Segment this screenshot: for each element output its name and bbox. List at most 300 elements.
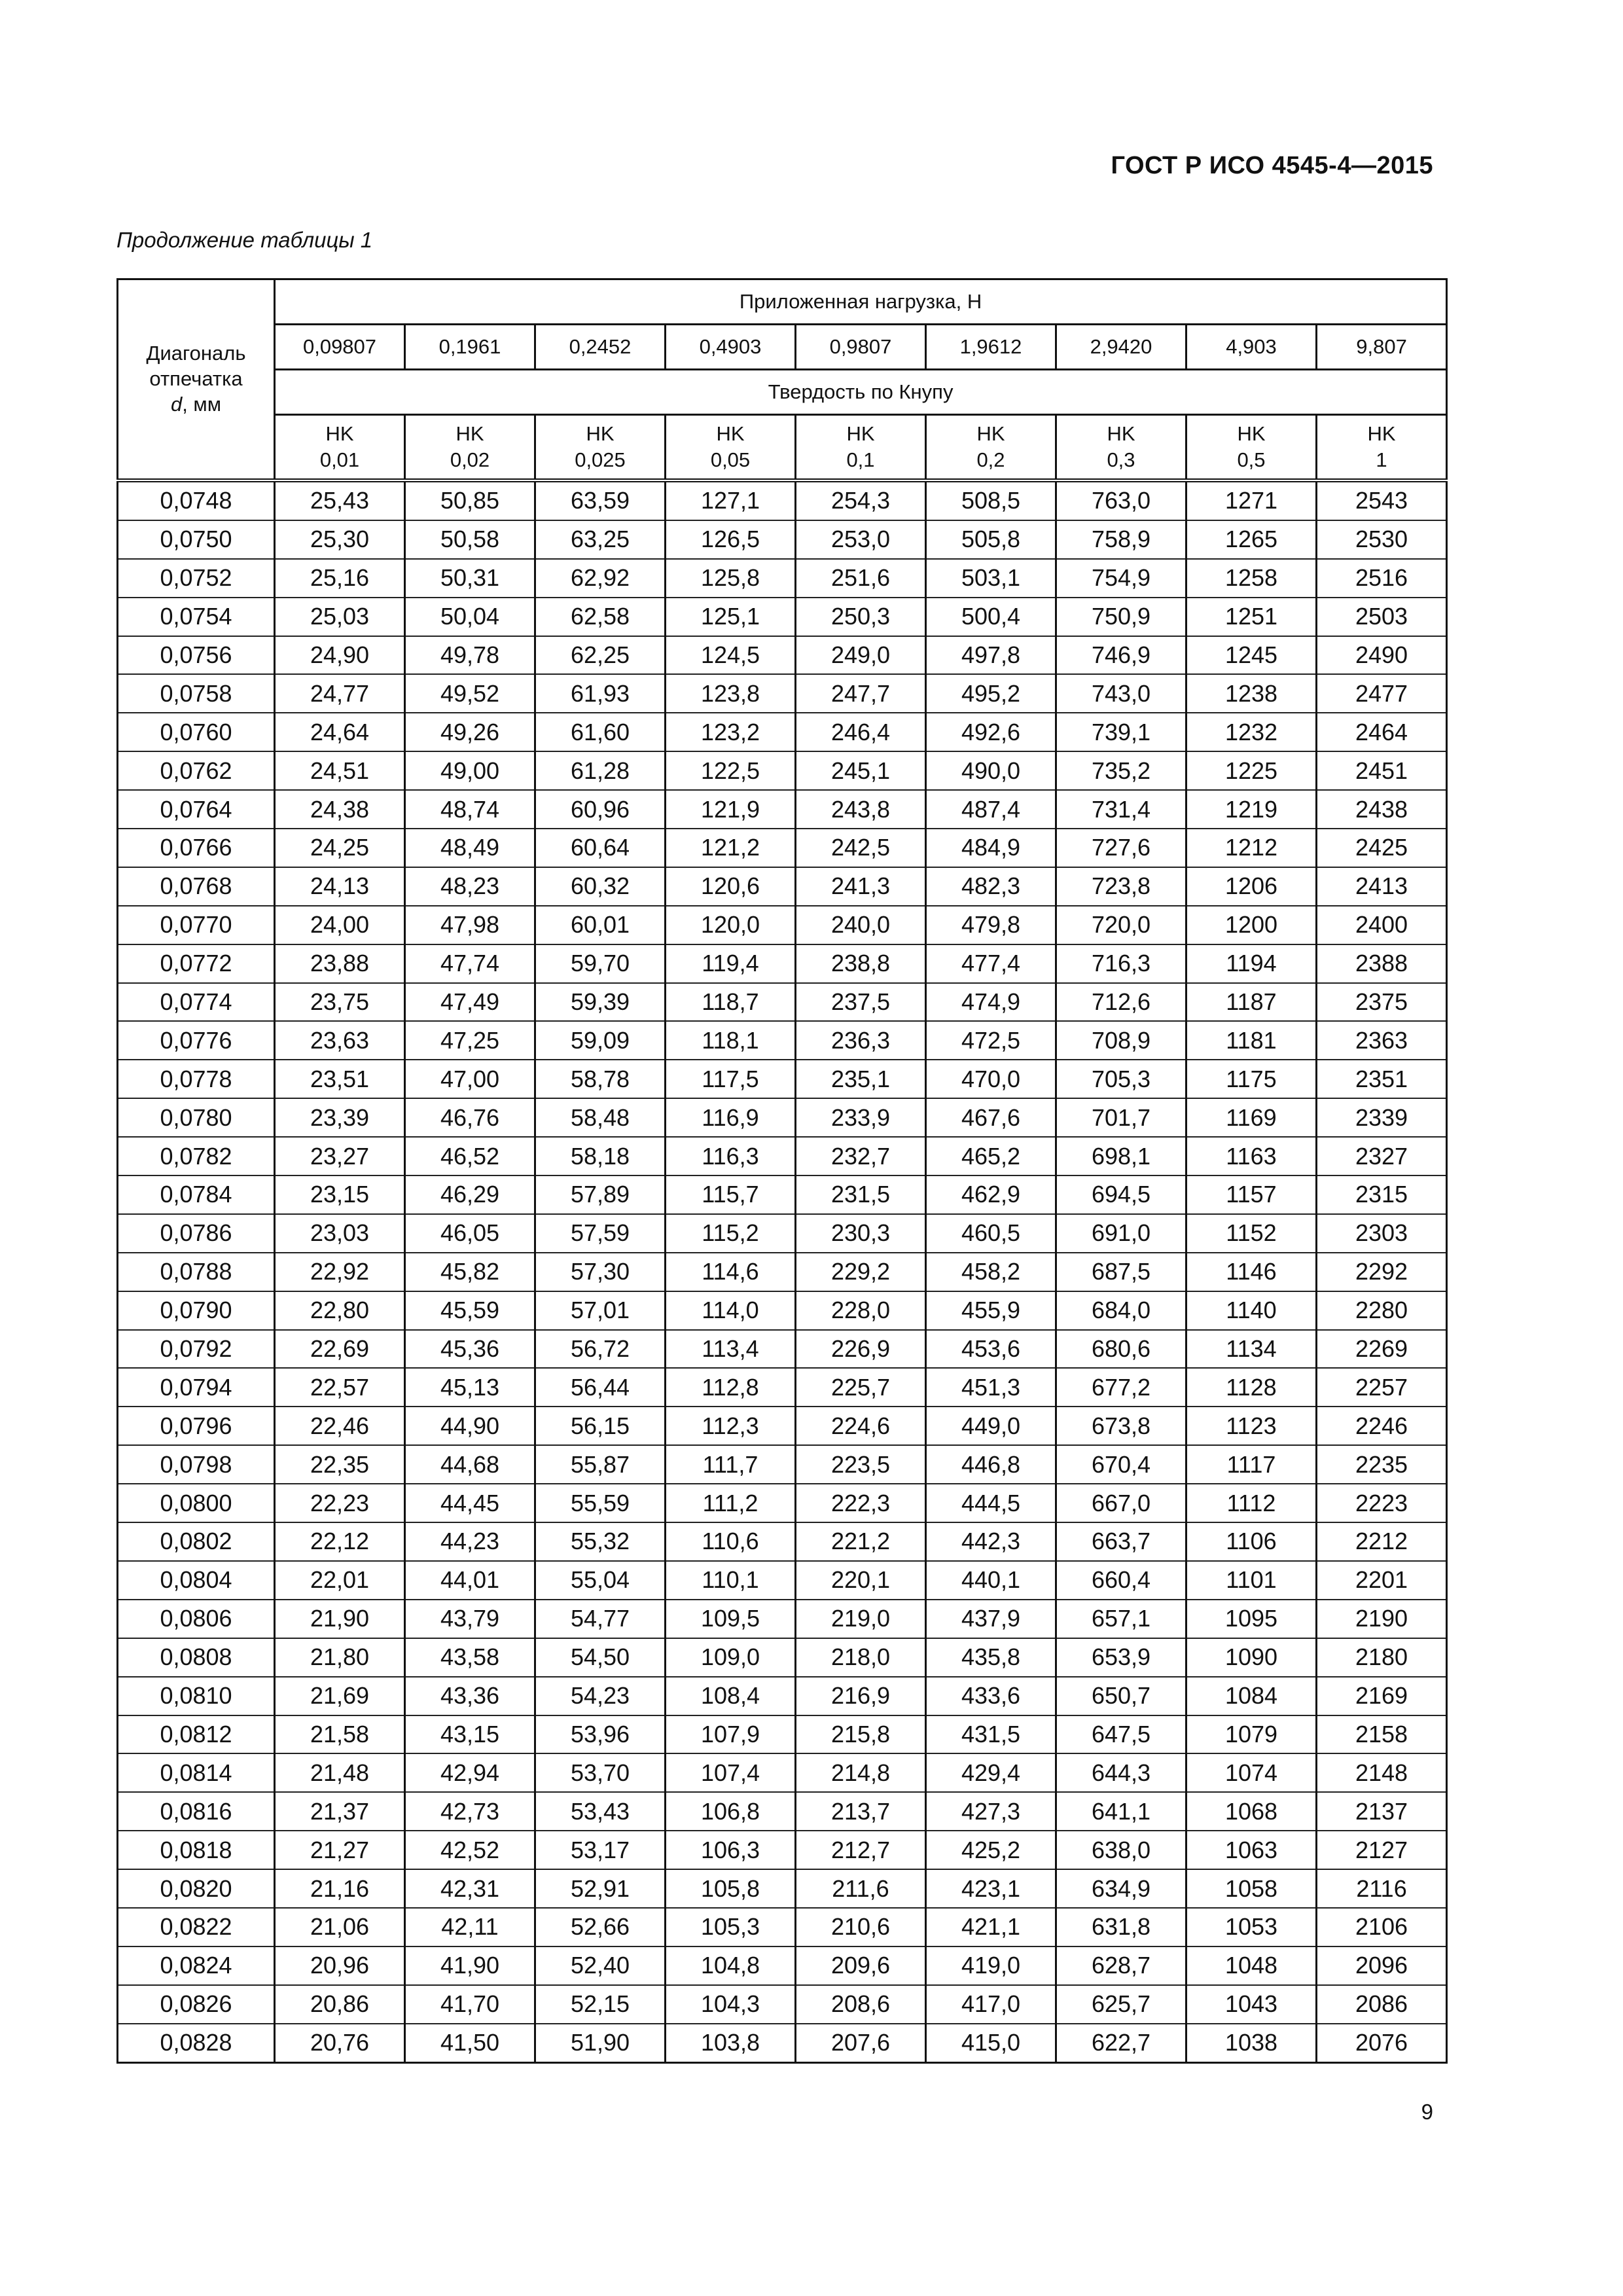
hardness-cell: 44,90 [405, 1407, 535, 1445]
hardness-cell: 670,4 [1056, 1445, 1186, 1484]
scale-value: 0,3 [1107, 448, 1135, 471]
diagonal-cell: 0,0796 [118, 1407, 275, 1445]
hardness-cell: 1187 [1186, 983, 1317, 1022]
hardness-cell: 508,5 [926, 480, 1056, 520]
hardness-cell: 246,4 [796, 713, 926, 751]
diagonal-cell: 0,0794 [118, 1368, 275, 1407]
hardness-cell: 24,00 [275, 906, 405, 944]
hardness-cell: 1258 [1186, 559, 1317, 598]
hardness-cell: 677,2 [1056, 1368, 1186, 1407]
hardness-cell: 121,2 [666, 829, 796, 867]
hardness-cell: 123,8 [666, 674, 796, 713]
hardness-cell: 22,92 [275, 1253, 405, 1291]
scale-value: 0,02 [450, 448, 490, 471]
page-number: 9 [1421, 2100, 1433, 2124]
hardness-cell: 684,0 [1056, 1291, 1186, 1330]
hardness-cell: 53,43 [535, 1792, 666, 1831]
hardness-cell: 214,8 [796, 1753, 926, 1792]
hardness-cell: 225,7 [796, 1368, 926, 1407]
diagonal-cell: 0,0766 [118, 829, 275, 867]
table-row [118, 1753, 1447, 1792]
hardness-cell: 1265 [1186, 520, 1317, 559]
hardness-cell: 720,0 [1056, 906, 1186, 944]
hardness-cell: 56,72 [535, 1330, 666, 1369]
hardness-cell: 453,6 [926, 1330, 1056, 1369]
hardness-cell: 50,31 [405, 559, 535, 598]
diagonal-cell: 0,0790 [118, 1291, 275, 1330]
hardness-cell: 21,06 [275, 1908, 405, 1946]
hardness-cell: 694,5 [1056, 1175, 1186, 1214]
hardness-cell: 49,26 [405, 713, 535, 751]
hardness-cell: 1063 [1186, 1831, 1317, 1869]
diagonal-cell: 0,0768 [118, 867, 275, 906]
hardness-cell: 221,2 [796, 1522, 926, 1561]
hardness-cell: 712,6 [1056, 983, 1186, 1022]
table-row [118, 1677, 1447, 1715]
hardness-cell: 419,0 [926, 1946, 1056, 1985]
hardness-cell: 114,6 [666, 1253, 796, 1291]
hardness-cell: 433,6 [926, 1677, 1056, 1715]
table-row [118, 983, 1447, 1022]
hardness-cell: 241,3 [796, 867, 926, 906]
hardness-cell: 42,11 [405, 1908, 535, 1946]
table-header [118, 279, 1447, 481]
hardness-cell: 1068 [1186, 1792, 1317, 1831]
hardness-cell: 55,04 [535, 1561, 666, 1600]
diagonal-header-line1: Диагональ [146, 342, 246, 365]
hardness-cell: 21,48 [275, 1753, 405, 1792]
table-row [118, 1214, 1447, 1253]
hardness-cell: 1101 [1186, 1561, 1317, 1600]
hardness-cell: 125,1 [666, 598, 796, 636]
hardness-cell: 449,0 [926, 1407, 1056, 1445]
hardness-cell: 1152 [1186, 1214, 1317, 1253]
hardness-cell: 126,5 [666, 520, 796, 559]
hardness-scale [1317, 415, 1447, 481]
diagonal-cell: 0,0812 [118, 1715, 275, 1754]
hardness-cell: 54,77 [535, 1600, 666, 1638]
hardness-cell: 440,1 [926, 1561, 1056, 1600]
table-row [118, 1021, 1447, 1060]
table-row [118, 867, 1447, 906]
table-row [118, 1908, 1447, 1946]
hardness-cell: 622,7 [1056, 2024, 1186, 2062]
hardness-cell: 21,80 [275, 1638, 405, 1677]
diagonal-cell: 0,0798 [118, 1445, 275, 1484]
hardness-cell: 41,70 [405, 1985, 535, 2024]
diagonal-cell: 0,0762 [118, 751, 275, 790]
hardness-cell: 746,9 [1056, 636, 1186, 675]
hardness-cell: 500,4 [926, 598, 1056, 636]
hardness-cell: 2464 [1317, 713, 1447, 751]
hardness-cell: 62,25 [535, 636, 666, 675]
hardness-cell: 2280 [1317, 1291, 1447, 1330]
hardness-cell: 2292 [1317, 1253, 1447, 1291]
scale-symbol: HK [455, 422, 484, 445]
hardness-cell: 107,4 [666, 1753, 796, 1792]
hardness-cell: 104,8 [666, 1946, 796, 1985]
hardness-cell: 1053 [1186, 1908, 1317, 1946]
hardness-cell: 1232 [1186, 713, 1317, 751]
diagonal-cell: 0,0786 [118, 1214, 275, 1253]
diagonal-cell: 0,0754 [118, 598, 275, 636]
hardness-cell: 50,85 [405, 480, 535, 520]
hardness-cell: 442,3 [926, 1522, 1056, 1561]
hardness-cell: 114,0 [666, 1291, 796, 1330]
diagonal-header-unit: , мм [182, 392, 222, 416]
hardness-cell: 505,8 [926, 520, 1056, 559]
hardness-cell: 115,2 [666, 1214, 796, 1253]
hardness-cell: 23,88 [275, 944, 405, 983]
hardness-cell: 723,8 [1056, 867, 1186, 906]
load-value: 0,9807 [796, 325, 926, 370]
table-row [118, 713, 1447, 751]
hardness-cell: 103,8 [666, 2024, 796, 2062]
hardness-header: Твердость по Кнупу [275, 370, 1447, 415]
hardness-cell: 427,3 [926, 1792, 1056, 1831]
hardness-cell: 1251 [1186, 598, 1317, 636]
hardness-cell: 118,1 [666, 1021, 796, 1060]
hardness-cell: 108,4 [666, 1677, 796, 1715]
hardness-cell: 52,91 [535, 1869, 666, 1908]
hardness-cell: 25,30 [275, 520, 405, 559]
hardness-cell: 59,70 [535, 944, 666, 983]
table-body [118, 480, 1447, 2062]
hardness-cell: 446,8 [926, 1445, 1056, 1484]
table-row [118, 1060, 1447, 1098]
hardness-cell: 490,0 [926, 751, 1056, 790]
table-row [118, 1522, 1447, 1561]
hardness-cell: 731,4 [1056, 790, 1186, 829]
table-row [118, 829, 1447, 867]
hardness-cell: 750,9 [1056, 598, 1186, 636]
hardness-cell: 458,2 [926, 1253, 1056, 1291]
diagonal-cell: 0,0764 [118, 790, 275, 829]
table-row [118, 1985, 1447, 2024]
hardness-cell: 47,98 [405, 906, 535, 944]
hardness-cell: 23,63 [275, 1021, 405, 1060]
hardness-cell: 2315 [1317, 1175, 1447, 1214]
scale-symbol: HK [586, 422, 615, 445]
diagonal-cell: 0,0826 [118, 1985, 275, 2024]
hardness-cell: 1095 [1186, 1600, 1317, 1638]
hardness-cell: 647,5 [1056, 1715, 1186, 1754]
hardness-cell: 2269 [1317, 1330, 1447, 1369]
hardness-cell: 56,44 [535, 1368, 666, 1407]
hardness-cell: 2223 [1317, 1484, 1447, 1522]
hardness-cell: 21,27 [275, 1831, 405, 1869]
diagonal-cell: 0,0792 [118, 1330, 275, 1369]
hardness-cell: 250,3 [796, 598, 926, 636]
diagonal-cell: 0,0772 [118, 944, 275, 983]
hardness-cell: 1140 [1186, 1291, 1317, 1330]
hardness-cell: 57,30 [535, 1253, 666, 1291]
hardness-cell: 121,9 [666, 790, 796, 829]
hardness-cell: 20,76 [275, 2024, 405, 2062]
diagonal-cell: 0,0784 [118, 1175, 275, 1214]
hardness-cell: 495,2 [926, 674, 1056, 713]
hardness-cell: 218,0 [796, 1638, 926, 1677]
hardness-cell: 113,4 [666, 1330, 796, 1369]
diagonal-cell: 0,0824 [118, 1946, 275, 1985]
hardness-cell: 701,7 [1056, 1098, 1186, 1137]
scale-value: 0,5 [1237, 448, 1266, 471]
hardness-cell: 43,79 [405, 1600, 535, 1638]
diagonal-cell: 0,0788 [118, 1253, 275, 1291]
standard-designation: ГОСТ Р ИСО 4545-4—2015 [1111, 152, 1433, 179]
hardness-cell: 2303 [1317, 1214, 1447, 1253]
diagonal-cell: 0,0752 [118, 559, 275, 598]
hardness-cell: 22,35 [275, 1445, 405, 1484]
table-row [118, 559, 1447, 598]
scale-symbol: HK [325, 422, 354, 445]
hardness-cell: 2127 [1317, 1831, 1447, 1869]
hardness-cell: 22,01 [275, 1561, 405, 1600]
hardness-cell: 2158 [1317, 1715, 1447, 1754]
hardness-cell: 116,3 [666, 1137, 796, 1175]
scale-value: 0,05 [710, 448, 751, 471]
hardness-cell: 1194 [1186, 944, 1317, 983]
hardness-cell: 2137 [1317, 1792, 1447, 1831]
hardness-cell: 1038 [1186, 2024, 1317, 2062]
hardness-cell: 240,0 [796, 906, 926, 944]
hardness-cell: 223,5 [796, 1445, 926, 1484]
diagonal-cell: 0,0750 [118, 520, 275, 559]
hardness-cell: 415,0 [926, 2024, 1056, 2062]
hardness-cell: 44,45 [405, 1484, 535, 1522]
diagonal-header-line2: отпечатка [149, 367, 243, 391]
hardness-cell: 687,5 [1056, 1253, 1186, 1291]
hardness-cell: 2363 [1317, 1021, 1447, 1060]
hardness-scale [1186, 415, 1317, 481]
hardness-cell: 22,46 [275, 1407, 405, 1445]
hardness-cell: 1128 [1186, 1368, 1317, 1407]
hardness-cell: 58,78 [535, 1060, 666, 1098]
hardness-cell: 44,01 [405, 1561, 535, 1600]
hardness-cell: 25,03 [275, 598, 405, 636]
hardness-cell: 2451 [1317, 751, 1447, 790]
hardness-cell: 1225 [1186, 751, 1317, 790]
hardness-cell: 435,8 [926, 1638, 1056, 1677]
hardness-cell: 53,70 [535, 1753, 666, 1792]
hardness-cell: 2096 [1317, 1946, 1447, 1985]
table-caption: Продолжение таблицы 1 [116, 228, 373, 252]
hardness-cell: 22,23 [275, 1484, 405, 1522]
scale-value: 0,1 [846, 448, 875, 471]
diagonal-cell: 0,0748 [118, 480, 275, 520]
diagonal-cell: 0,0776 [118, 1021, 275, 1060]
hardness-cell: 228,0 [796, 1291, 926, 1330]
table-row [118, 906, 1447, 944]
hardness-cell: 739,1 [1056, 713, 1186, 751]
hardness-cell: 423,1 [926, 1869, 1056, 1908]
hardness-cell: 708,9 [1056, 1021, 1186, 1060]
diagonal-cell: 0,0760 [118, 713, 275, 751]
scale-symbol: HK [846, 422, 875, 445]
hardness-cell: 115,7 [666, 1175, 796, 1214]
hardness-cell: 61,93 [535, 674, 666, 713]
hardness-cell: 2375 [1317, 983, 1447, 1022]
hardness-cell: 41,90 [405, 1946, 535, 1985]
hardness-cell: 226,9 [796, 1330, 926, 1369]
hardness-cell: 20,86 [275, 1985, 405, 2024]
hardness-cell: 109,5 [666, 1600, 796, 1638]
hardness-cell: 2190 [1317, 1600, 1447, 1638]
hardness-cell: 2327 [1317, 1137, 1447, 1175]
hardness-cell: 127,1 [666, 480, 796, 520]
hardness-cell: 1123 [1186, 1407, 1317, 1445]
diagonal-cell: 0,0818 [118, 1831, 275, 1869]
hardness-cell: 462,9 [926, 1175, 1056, 1214]
hardness-cell: 472,5 [926, 1021, 1056, 1060]
hardness-cell: 1169 [1186, 1098, 1317, 1137]
load-value: 4,903 [1186, 325, 1317, 370]
hardness-cell: 55,32 [535, 1522, 666, 1561]
hardness-cell: 62,58 [535, 598, 666, 636]
table-row [118, 1098, 1447, 1137]
hardness-cell: 60,96 [535, 790, 666, 829]
hardness-cell: 43,36 [405, 1677, 535, 1715]
hardness-cell: 209,6 [796, 1946, 926, 1985]
hardness-cell: 49,00 [405, 751, 535, 790]
hardness-cell: 251,6 [796, 559, 926, 598]
hardness-cell: 1200 [1186, 906, 1317, 944]
diagonal-cell: 0,0814 [118, 1753, 275, 1792]
hardness-cell: 657,1 [1056, 1600, 1186, 1638]
hardness-cell: 421,1 [926, 1908, 1056, 1946]
hardness-cell: 727,6 [1056, 829, 1186, 867]
table-row [118, 751, 1447, 790]
hardness-cell: 474,9 [926, 983, 1056, 1022]
hardness-cell: 213,7 [796, 1792, 926, 1831]
hardness-cell: 663,7 [1056, 1522, 1186, 1561]
hardness-cell: 25,16 [275, 559, 405, 598]
hardness-cell: 211,6 [796, 1869, 926, 1908]
hardness-cell: 1084 [1186, 1677, 1317, 1715]
diagonal-cell: 0,0756 [118, 636, 275, 675]
hardness-cell: 1157 [1186, 1175, 1317, 1214]
table-row [118, 1715, 1447, 1754]
table-row [118, 1484, 1447, 1522]
hardness-cell: 2086 [1317, 1985, 1447, 2024]
hardness-cell: 2516 [1317, 559, 1447, 598]
hardness-cell: 236,3 [796, 1021, 926, 1060]
hardness-cell: 465,2 [926, 1137, 1056, 1175]
hardness-cell: 21,58 [275, 1715, 405, 1754]
hardness-cell: 120,6 [666, 867, 796, 906]
hardness-cell: 235,1 [796, 1060, 926, 1098]
hardness-cell: 106,8 [666, 1792, 796, 1831]
table-row [118, 1561, 1447, 1600]
hardness-cell: 58,48 [535, 1098, 666, 1137]
hardness-cell: 477,4 [926, 944, 1056, 983]
hardness-cell: 224,6 [796, 1407, 926, 1445]
hardness-cell: 41,50 [405, 2024, 535, 2062]
loads-row [118, 325, 1447, 370]
hardness-cell: 61,28 [535, 751, 666, 790]
hardness-cell: 716,3 [1056, 944, 1186, 983]
hardness-cell: 455,9 [926, 1291, 1056, 1330]
hardness-cell: 220,1 [796, 1561, 926, 1600]
hardness-cell: 479,8 [926, 906, 1056, 944]
table-row [118, 1638, 1447, 1677]
hardness-cell: 42,73 [405, 1792, 535, 1831]
diagonal-cell: 0,0808 [118, 1638, 275, 1677]
hardness-cell: 2148 [1317, 1753, 1447, 1792]
hardness-cell: 216,9 [796, 1677, 926, 1715]
load-value: 9,807 [1317, 325, 1447, 370]
load-value: 0,1961 [405, 325, 535, 370]
hardness-cell: 57,01 [535, 1291, 666, 1330]
hardness-cell: 48,74 [405, 790, 535, 829]
hardness-cell: 63,59 [535, 480, 666, 520]
hardness-cell: 25,43 [275, 480, 405, 520]
hardness-cell: 249,0 [796, 636, 926, 675]
hardness-cell: 59,09 [535, 1021, 666, 1060]
hardness-scale [666, 415, 796, 481]
hardness-cell: 23,27 [275, 1137, 405, 1175]
hardness-scale [535, 415, 666, 481]
hardness-cell: 2339 [1317, 1098, 1447, 1137]
hardness-cell: 253,0 [796, 520, 926, 559]
scale-value: 0,2 [976, 448, 1005, 471]
diagonal-header-var: d [170, 392, 183, 416]
hardness-cell: 44,23 [405, 1522, 535, 1561]
hardness-cell: 46,52 [405, 1137, 535, 1175]
table-row [118, 1175, 1447, 1214]
hardness-cell: 2246 [1317, 1407, 1447, 1445]
load-value: 2,9420 [1056, 325, 1186, 370]
hardness-cell: 429,4 [926, 1753, 1056, 1792]
hardness-cell: 2257 [1317, 1368, 1447, 1407]
hardness-cell: 52,66 [535, 1908, 666, 1946]
hardness-cell: 497,8 [926, 636, 1056, 675]
hardness-cell: 45,82 [405, 1253, 535, 1291]
hardness-cell: 1074 [1186, 1753, 1317, 1792]
hardness-cell: 2212 [1317, 1522, 1447, 1561]
diagonal-cell: 0,0810 [118, 1677, 275, 1715]
table-row [118, 1600, 1447, 1638]
hardness-cell: 23,03 [275, 1214, 405, 1253]
hardness-cell: 52,40 [535, 1946, 666, 1985]
hardness-cell: 437,9 [926, 1600, 1056, 1638]
hardness-cell: 743,0 [1056, 674, 1186, 713]
diagonal-cell: 0,0816 [118, 1792, 275, 1831]
hardness-cell: 634,9 [1056, 1869, 1186, 1908]
hardness-cell: 2169 [1317, 1677, 1447, 1715]
hardness-cell: 57,89 [535, 1175, 666, 1214]
scales-row [118, 415, 1447, 481]
hardness-cell: 60,64 [535, 829, 666, 867]
hardness-cell: 53,17 [535, 1831, 666, 1869]
hardness-cell: 46,29 [405, 1175, 535, 1214]
load-value: 0,4903 [666, 325, 796, 370]
hardness-cell: 247,7 [796, 674, 926, 713]
table-row [118, 1291, 1447, 1330]
hardness-cell: 44,68 [405, 1445, 535, 1484]
hardness-cell: 2490 [1317, 636, 1447, 675]
hardness-cell: 42,94 [405, 1753, 535, 1792]
diagonal-cell: 0,0778 [118, 1060, 275, 1098]
table-row [118, 1831, 1447, 1869]
hardness-cell: 2400 [1317, 906, 1447, 944]
hardness-scale [275, 415, 405, 481]
diagonal-column-header [118, 279, 275, 481]
diagonal-cell: 0,0822 [118, 1908, 275, 1946]
load-value: 0,09807 [275, 325, 405, 370]
hardness-cell: 735,2 [1056, 751, 1186, 790]
hardness-cell: 106,3 [666, 1831, 796, 1869]
